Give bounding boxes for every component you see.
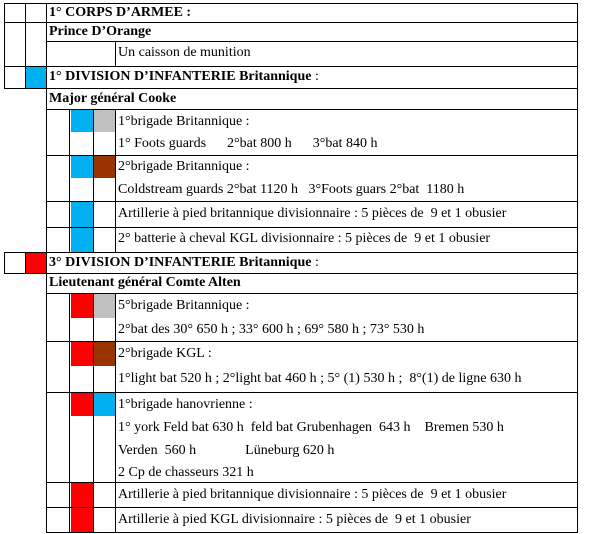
brigade1-cyan-marker xyxy=(71,110,93,132)
table-rule xyxy=(4,66,577,67)
div3-colon: : xyxy=(311,255,319,270)
table-rule xyxy=(4,3,5,89)
brigade5-red-marker xyxy=(71,294,93,318)
brigadehan-red-marker xyxy=(71,393,93,416)
brigadehan-line2: Verden 560 h Lüneburg 620 h xyxy=(118,443,335,458)
table-rule xyxy=(4,88,577,89)
brigadehan-name: 1°brigade hanovrienne : xyxy=(118,397,253,412)
table-rule xyxy=(46,3,47,533)
brigadehan-cyan-marker xyxy=(94,393,115,416)
brigade5-name: 5°brigade Britannique : xyxy=(118,298,250,313)
div1-cyan-marker xyxy=(26,67,46,88)
table-rule xyxy=(4,3,577,4)
table-rule xyxy=(69,293,70,533)
table-rule xyxy=(46,341,577,342)
brigade2-brown-marker xyxy=(94,156,115,178)
table-rule xyxy=(46,532,577,533)
brigade2-units: Coldstream guards 2°bat 1120 h 3°Foots guars 2°bat 1180 h xyxy=(118,182,465,197)
table-rule xyxy=(46,109,577,110)
brigadekgl-red-marker xyxy=(71,342,93,366)
corps-commander: Prince D’Orange xyxy=(49,24,152,39)
brigadekgl-brown-marker xyxy=(94,342,115,366)
table-rule xyxy=(46,201,577,202)
table-rule xyxy=(69,109,70,253)
artillerykgl-red-marker xyxy=(71,508,93,532)
table-rule xyxy=(46,41,577,42)
table-rule xyxy=(46,392,577,393)
table-rule xyxy=(115,41,116,67)
brigadehan-line3: 2 Cp de chasseurs 321 h xyxy=(118,465,254,480)
div3-artillery-kgl: Artillerie à pied KGL divisionnaire : 5 pièces de 9 et 1 obusier xyxy=(118,512,471,527)
table-rule xyxy=(4,273,577,274)
table-rule xyxy=(577,3,578,533)
brigade1-units: 1° Foots guards 2°bat 800 h 3°bat 840 h xyxy=(118,136,378,151)
table-rule xyxy=(46,227,577,228)
div3-heading xyxy=(49,255,319,271)
brigade1-gray-marker xyxy=(94,110,115,132)
table-rule xyxy=(46,482,577,483)
table-rule xyxy=(4,22,577,23)
artillerybrit-red-marker xyxy=(71,483,93,507)
brigade1-name: 1°brigade Britannique : xyxy=(118,114,250,129)
div3-artillery-brit: Artillerie à pied britannique divisionnaire : 5 pièces de 9 et 1 obusier xyxy=(118,487,507,502)
table-rule xyxy=(46,293,577,294)
table-rule xyxy=(115,293,116,533)
table-rule xyxy=(46,507,577,508)
table-rule xyxy=(46,155,577,156)
div3-title: 3° DIVISION D’INFANTERIE Britannique xyxy=(49,255,312,270)
div1-heading xyxy=(49,69,319,85)
div1-battery: 2° batterie à cheval KGL divisionnaire : 5 pièces de 9 et 1 obusier xyxy=(118,231,491,246)
div3-commander: Lieutenant général Comte Alten xyxy=(49,275,241,290)
brigade5-gray-marker xyxy=(94,294,115,318)
brigadekgl-name: 2°brigade KGL : xyxy=(118,346,212,361)
artillery-cyan-marker xyxy=(71,202,93,227)
brigadehan-line1: 1° york Feld bat 630 h feld bat Grubenhagen 643 h Bremen 530 h xyxy=(118,420,504,435)
div1-artillery: Artillerie à pied britannique divisionnaire : 5 pièces de 9 et 1 obusier xyxy=(118,206,507,221)
table-rule xyxy=(115,109,116,253)
battery-cyan-marker xyxy=(71,228,93,252)
brigade2-name: 2°brigade Britannique : xyxy=(118,159,250,174)
table-rule xyxy=(4,252,5,274)
brigade5-units: 2°bat des 30° 650 h ; 33° 600 h ; 69° 580 h ; 73° 530 h xyxy=(118,322,425,337)
corps-title: 1° CORPS D’ARMEE : xyxy=(49,5,192,20)
div3-red-marker xyxy=(26,253,46,273)
corps-caisson: Un caisson de munition xyxy=(118,45,251,60)
div1-title: 1° DIVISION D’INFANTERIE Britannique xyxy=(49,69,312,84)
div1-colon: : xyxy=(311,69,319,84)
div1-commander: Major général Cooke xyxy=(49,91,177,106)
brigade2-cyan-marker xyxy=(71,156,93,178)
brigadekgl-units: 1°light bat 520 h ; 2°light bat 460 h ; 5° (1) 530 h ; 8°(1) de ligne 630 h xyxy=(118,371,522,386)
table-rule xyxy=(4,252,577,253)
